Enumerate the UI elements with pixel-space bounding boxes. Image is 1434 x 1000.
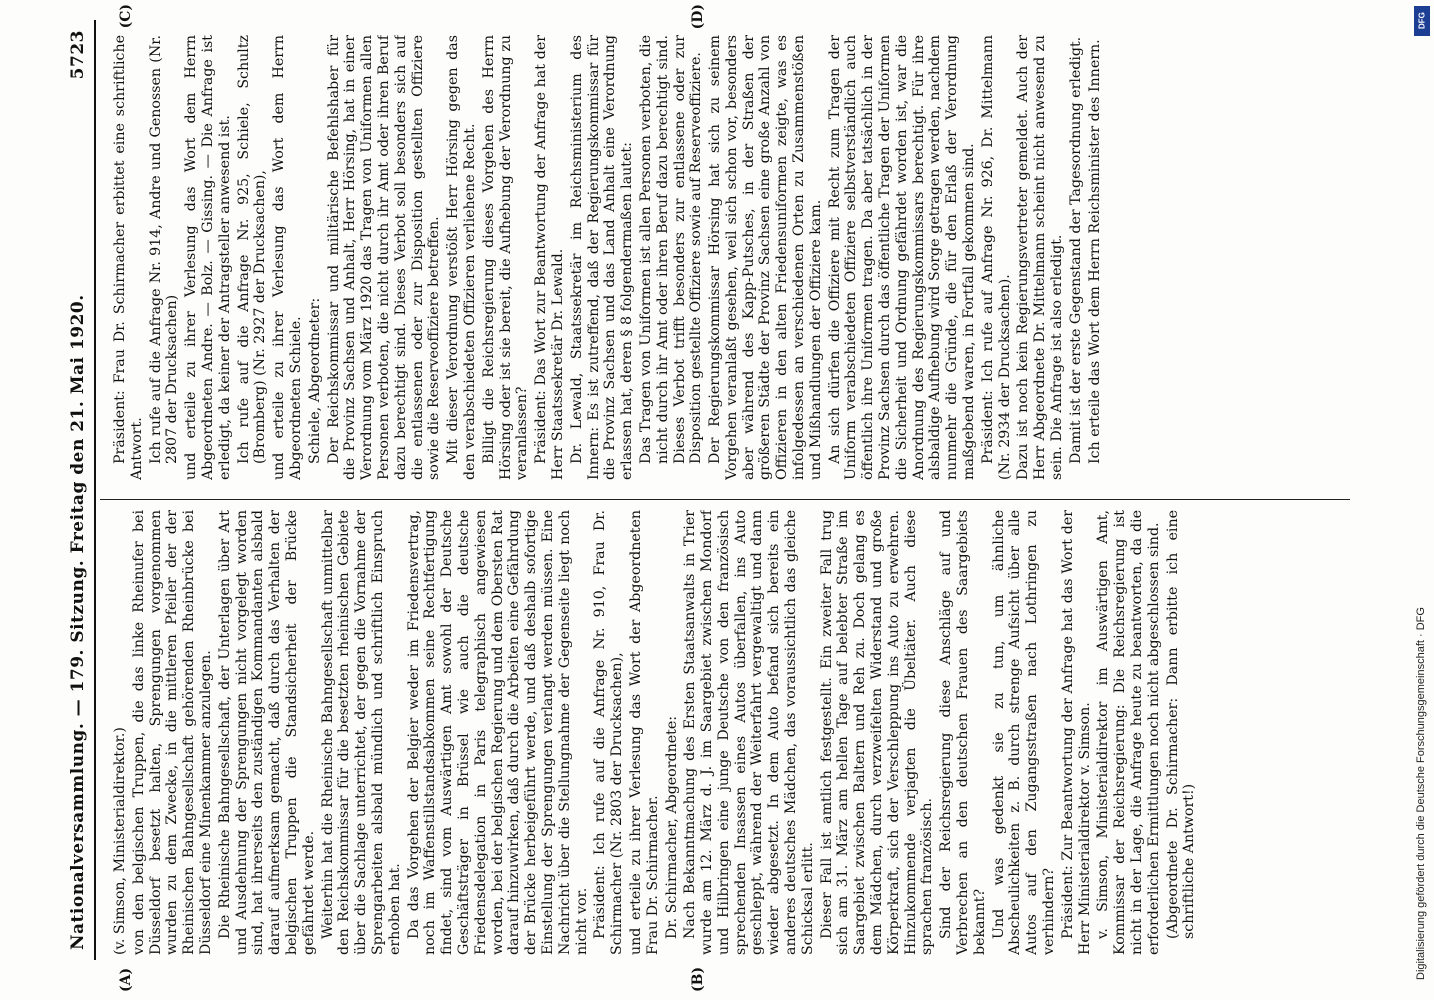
dfg-logo: DFG bbox=[1414, 6, 1430, 36]
left-column-paragraph: Präsident: Zur Beantwortung der Anfrage hat das Wort der Herr Ministerialdirektor v. Simson. bbox=[1059, 510, 1093, 955]
right-column-paragraph: Ich rufe auf die Anfrage Nr. 914, Andre und Genossen (Nr. 2807 der Drucksachen) bbox=[147, 35, 181, 464]
left-column-paragraph: Sind der Reichsregierung diese Anschläge auf und Verbrechen an den deutschen Frauen des Saargebiets bekannt? bbox=[938, 510, 988, 955]
right-column-paragraph: und erteile zu ihrer Verlesung das Wort dem Herrn Abgeordneten Andre. — Bolz. — Gissing. — Die Anfrage ist erledigt, da keiner der Antragsteller anwesend ist. bbox=[183, 35, 233, 480]
right-column-paragraph: und erteile zu ihrer Verlesung das Wort dem Herrn Abgeordneten Schiele. bbox=[271, 35, 304, 480]
left-column-paragraph: Und was gedenkt sie zu tun, um ähnliche Abscheulichkeiten z. B. durch strenge Aufsicht über alle Autos auf den Zugangsstraßen nach Lothringen zu verhindern? bbox=[990, 510, 1058, 955]
right-column-paragraph: Mit dieser Verordnung verstößt Herr Hörsing gegen das den verabschiedeten Offizieren verliehene Recht. bbox=[445, 35, 478, 480]
left-column-paragraph: von den belgischen Truppen, die das linke Rheinufer bei Düsseldorf besetzt halten, Sprengungen vorgenommen wurden zu dem Zwecke, in die mittleren Pfeiler der der Rheinischen Bahngesellschaft gehörenden Rheinbrücke bei Düsseldorf eine Minenkammer anzulegen. bbox=[130, 510, 214, 955]
right-column-paragraph: Schiele, Abgeordneter: bbox=[306, 297, 323, 464]
left-column-paragraph: (Abgeordnete Dr. Schirmacher: Dann erbitte ich eine schriftliche Antwort!) bbox=[1164, 510, 1198, 939]
right-column-paragraph: Ich erteile das Wort dem Herrn Reichsminister des Innern. bbox=[1086, 39, 1103, 464]
side-note-text: Digitalisierung gefördert durch die Deutsche Forschungsgemeinschaft · DFG bbox=[1415, 607, 1427, 980]
header-rule bbox=[94, 20, 96, 960]
left-column-paragraph: (v. Simson, Ministerialdirektor.) bbox=[112, 727, 128, 955]
left-column-paragraph: Nach Bekanntmachung des Ersten Staatsanwalts in Trier wurde am 12. März d. J. im Saargebiet zwischen Mondorf und Hilbringen eine junge Deutsche von den französisch sprechenden Insassen eines Autos überfallen, ins Auto geschleppt, während der Weiterfahrt vergewaltigt und dann wieder abgesetzt. In dem Auto befand sich bereits ein anderes deutsches Mädchen, das voraussichtlich das gleiche Schicksal erlitt. bbox=[682, 510, 816, 955]
right-column-paragraph: Der Reichskommissar und militärische Befehlshaber für die Provinz Sachsen und Anhalt, Herr Hörsing, hat in einer Verordnung vom März 1920 das Tragen von Uniformen allen Personen verboten, die nicht durch ihr Amt oder ihren Beruf dazu berechtigt sind. Dieses Verbot soll besonders sich auf die entlassenen oder zur Disposition gestellten Offiziere sowie die Reserveoffiziere betreffen. bbox=[325, 35, 443, 480]
left-column bbox=[112, 510, 1352, 955]
left-column-paragraph: v. Simson, Ministerialdirektor im Auswärtigen Amt, Kommissar der Reichsregierung: Die Reichsregierung ist nicht in der Lage, die Anfrage heute zu beantworten, da die erforderlichen Ermittlungen noch nicht abgeschlossen sind. bbox=[1095, 510, 1162, 955]
right-column-paragraph: Billigt die Reichsregierung dieses Vorgehen des Herrn Hörsing oder ist sie bereit, die Aufhebung der Verordnung zu veranlassen? bbox=[480, 35, 531, 480]
right-column-paragraph: Präsident: Frau Dr. Schirmacher erbittet eine schriftliche Antwort. bbox=[112, 35, 145, 480]
left-column-paragraph: Dr. Schirmacher, Abgeordnete: bbox=[663, 716, 680, 939]
right-column-paragraph: An sich dürfen die Offiziere mit Recht zum Tragen der Uniform verabschiedeten Offiziere selbstverständlich auch öffentlich ihre Uniformen tragen. Da aber tatsächlich in der Provinz Sachsen durch das öffentliche Tragen der Uniformen die Sicherheit und Ordnung gefährdet worden ist, war die Anordnung des Regierungskommissars berechtigt. Für ihre alsbaldige Aufhebung wird Sorge getragen werden, nachdem nunmehr die Gründe, die für den Erlaß der Verordnung maßgebend waren, in Fortfall gekommen sind. bbox=[826, 35, 978, 480]
margin-marker-a: (A) bbox=[118, 967, 134, 992]
left-column-paragraph: Weiterhin hat die Rheinische Bahngesellschaft unmittelbar den Reichskommissar für die besetzten rheinischen Gebiete über die Sachlage unterrichtet, der gegen die Vornahme der Sprengarbeiten alsbald mündlich und schriftlich Einspruch erhoben hat. bbox=[319, 510, 403, 955]
side-note bbox=[1412, 10, 1430, 990]
right-column bbox=[112, 35, 1352, 480]
right-column-paragraph: Dr. Lewald, Staatssekretär im Reichsministerium des Innern: Es ist zutreffend, daß der Regierungskommissar für die Provinz Sachsen und das Land Anhalt eine Verordnung erlassen hat, deren § 8 folgendermaßen lautet: bbox=[568, 35, 636, 480]
left-column-paragraph: Präsident: Ich rufe auf die Anfrage Nr. 910, Frau Dr. Schirmacher (Nr. 2803 der Drucksachen), bbox=[592, 510, 626, 955]
right-column-paragraph: Präsident: Das Wort zur Beantwortung der Anfrage hat der Herr Staatssekretär Dr. Lewald. bbox=[533, 35, 566, 480]
right-column-paragraph: Dazu ist noch kein Regierungsvertreter gemeldet. Auch der Herr Abgeordnete Dr. Mittelmann scheint nicht anwesend zu sein. Die Anfrage ist also erledigt. bbox=[1015, 35, 1066, 480]
running-header bbox=[50, 30, 88, 950]
right-column-paragraph: Ich rufe auf die Anfrage Nr. 925, Schiele, Schultz (Bromberg) (Nr. 2927 der Drucksachen), bbox=[235, 35, 269, 464]
right-column-paragraph: Das Tragen von Uniformen ist allen Personen verboten, die nicht durch ihr Amt oder ihren Beruf dazu berechtigt sind. Dieses Verbot trifft besonders zur entlassene oder zur Disposition gestellte Offiziere sowie auf Reserveoffiziere. bbox=[637, 35, 705, 464]
margin-marker-d: (D) bbox=[690, 4, 706, 30]
right-column-paragraph: Präsident: Ich rufe auf Anfrage Nr. 926, Dr. Mittelmann (Nr. 2934 der Drucksachen). bbox=[979, 35, 1013, 480]
right-column-paragraph: Damit ist der erste Gegenstand der Tagesordnung erledigt. bbox=[1067, 36, 1084, 464]
page-number: 5723 bbox=[68, 30, 88, 80]
margin-marker-b: (B) bbox=[690, 966, 706, 992]
margin-marker-c: (C) bbox=[118, 4, 134, 29]
column-divider bbox=[100, 499, 1350, 500]
left-column-paragraph: Da das Vorgehen der Belgier weder im Friedensvertrag, noch im Waffenstillstandsabkommen seine Rechtfertigung findet, sind vom Auswärtigen Amt sowohl der Deutsche Geschäftsträger in Brüssel wie auch die deutsche Friedensdelegation in Paris telegraphisch angewiesen worden, bei der belgischen Regierung und dem Obersten Rat darauf hinzuwirken, daß durch die Arbeiten eine Gefährdung der Brücke herbeigeführt werde, und daß deshalb sofortige Einstellung der Sprengungen verlangt werden müssen. Eine Nachricht über die Stellungnahme der Gegenseite liegt noch nicht vor. bbox=[405, 510, 590, 955]
right-column-paragraph: Der Regierungskommissar Hörsing hat sich zu seinem Vorgehen veranlaßt gesehen, weil sich schon vor, besonders aber während des Kapp-Putsches, in der Straßen der größeren Städte der Provinz Sachsen eine große Anzahl von Offizieren in den alten Friedensuniformen zeigte, was es infolgedessen an verschiedenen Orten zu Zusammenstößen und Mißhandlungen der Offiziere kam. bbox=[707, 35, 824, 480]
left-column-paragraph: Die Rheinische Bahngesellschaft, der Unterlagen über Art und Ausdehnung der Sprengungen nicht vorgelegt worden sind, hat ihrerseits den zuständigen Kommandanten alsbald darauf aufmerksam gemacht, daß durch das Verhalten der belgischen Truppen die Standsicherheit der Brücke gefährdet werde. bbox=[216, 510, 317, 955]
header-title: Nationalversammlung. — 179. Sitzung. Freitag den 21. Mai 1920. bbox=[68, 294, 88, 950]
left-column-paragraph: und erteile zu ihrer Verlesung das Wort der Abgeordneten Frau Dr. Schirmacher. bbox=[627, 510, 661, 955]
left-column-paragraph: Dieser Fall ist amtlich festgestellt. Ein zweiter Fall trug sich am 31. März am hellen Tage auf belebter Straße im Saargebiet zwischen Baltern und Reh zu. Doch gelang es dem Mädchen, durch verzweifelten Widerstand und große Körperkraft, sich der Verschleppung ins Auto zu erwehren. Hinzukommende verjagten die Übeltäter. Auch diese sprachen französisch. bbox=[818, 510, 936, 955]
